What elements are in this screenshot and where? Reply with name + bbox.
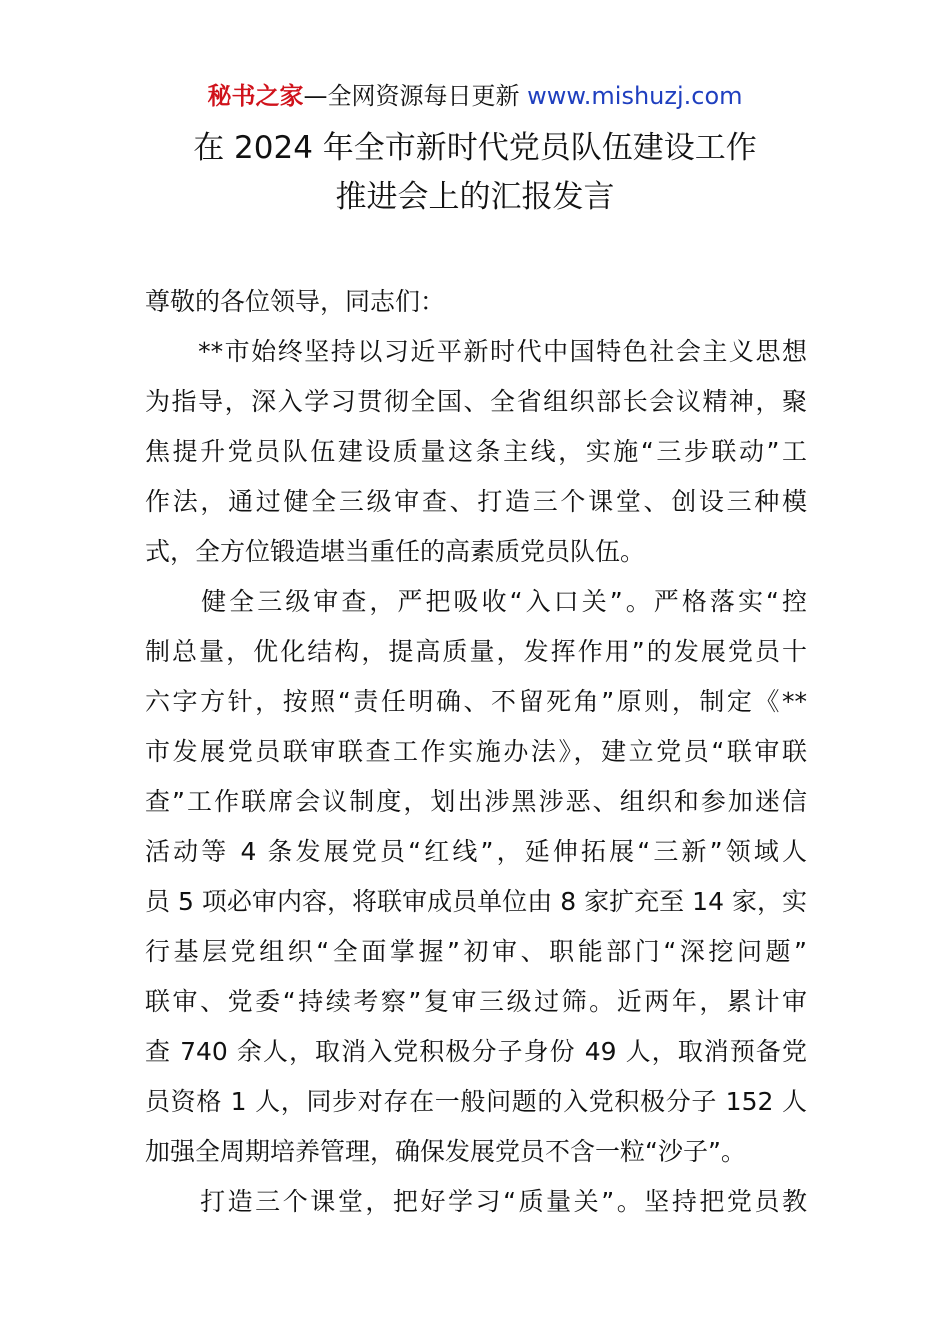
body-line: 为指导，深入学习贯彻全国、全省组织部长会议精神，聚 — [145, 387, 807, 416]
site-header — [0, 80, 950, 112]
body-line: 市发展党员联审联查工作实施办法》，建立党员“联审联 — [145, 737, 807, 766]
body-line: 制总量，优化结构，提高质量，发挥作用”的发展党员十 — [145, 637, 807, 666]
body-line: 打造三个课堂，把好学习“质量关”。坚持把党员教 — [145, 1187, 807, 1216]
body-line: 式，全方位锻造堪当重任的高素质党员队伍。 — [145, 537, 646, 566]
tagline: —全网资源每日更新 — [303, 82, 520, 110]
document-title-line-2: 推进会上的汇报发言 — [335, 179, 615, 215]
brand-name: 秘书之家 — [207, 82, 304, 110]
body-line: 尊敬的各位领导，同志们： — [145, 287, 446, 316]
body-line: 六字方针，按照“责任明确、不留死角”原则，制定《** — [145, 687, 807, 716]
body-line: 查 740 余人，取消入党积极分子身份 49 人，取消预备党 — [145, 1037, 807, 1066]
body-line: 健全三级审查，严把吸收“入口关”。严格落实“控 — [145, 587, 807, 616]
body-line: 联审、党委“持续考察”复审三级过筛。近两年，累计审 — [145, 987, 807, 1016]
site-url[interactable]: www.mishuzj.com — [527, 82, 743, 110]
body-line: 员资格 1 人，同步对存在一般问题的入党积极分子 152 人 — [145, 1087, 807, 1116]
body-line: 焦提升党员队伍建设质量这条主线，实施“三步联动”工 — [145, 437, 807, 466]
body-line: **市始终坚持以习近平新时代中国特色社会主义思想 — [145, 337, 807, 366]
document-title-line-1: 在 2024 年全市新时代党员队伍建设工作 — [193, 130, 757, 166]
body-line: 行基层党组织“全面掌握”初审、职能部门“深挖问题” — [145, 937, 807, 966]
body-line: 查”工作联席会议制度，划出涉黑涉恶、组织和参加迷信 — [145, 787, 807, 816]
body-line: 作法，通过健全三级审查、打造三个课堂、创设三种模 — [145, 487, 807, 516]
document-body — [145, 277, 807, 1227]
body-line: 活动等 4 条发展党员“红线”，延伸拓展“三新”领域人 — [145, 837, 807, 866]
body-line: 加强全周期培养管理，确保发展党员不含一粒“沙子”。 — [145, 1137, 746, 1166]
body-line: 员 5 项必审内容，将联审成员单位由 8 家扩充至 14 家，实 — [145, 887, 807, 916]
